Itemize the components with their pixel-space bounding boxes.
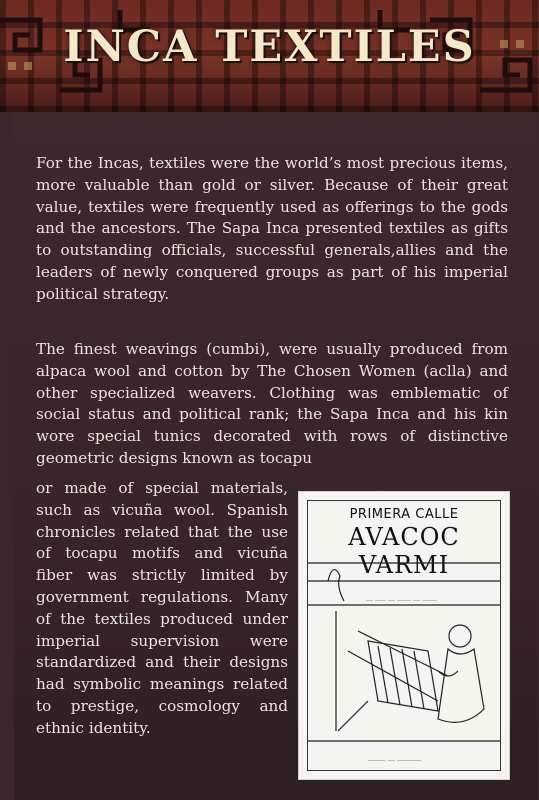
textile-banner [0,0,539,112]
paragraph-regulations: or made of special materials, such as vicuña wool. Spanish chronicles related that the use of tocapu motifs and vicuña fiber was strictly limited by government regulations. Many of the textiles produced under imperial supervision were standardized and their designs had symbolic meanings related to prestige, cosmology and ethnic identity. [36,479,288,737]
svg-text:__ ___ __ ____ __ ____: __ ___ __ ____ __ ____ [366,593,437,601]
paragraph-weavings: The finest weavings (cumbi), were usually produced from alpaca wool and cotton by The Chosen Women (aclla) and other specialized weavers. Clothing was emblematic of social status and political rank; the Sapa Inca and his kin wore special tunics decorated with rows of distinctive geometric designs known as tocapu [36,340,508,467]
illustration-header-line1: PRIMERA CALLE [349,507,459,522]
weaver-illustration [298,491,510,780]
weaver-drawing-icon [308,501,500,770]
paragraph-intro: For the Incas, textiles were the world’s most precious items, more valuable than gold or silver. Because of their great value, textiles were frequently used as offerings to the gods and the ancestors. The Sapa Inca presented textiles as gifts to outstanding officials, successful generals,allies and the leaders of newly conquered groups as part of his imperial political strategy. [36,154,508,303]
page-title: INCA TEXTILES [63,22,476,72]
illustration-frame [307,500,501,771]
illustration-header-line2: AVACOC VARMI [348,523,460,579]
svg-text:_____ __ _______: _____ __ _______ [368,753,422,761]
